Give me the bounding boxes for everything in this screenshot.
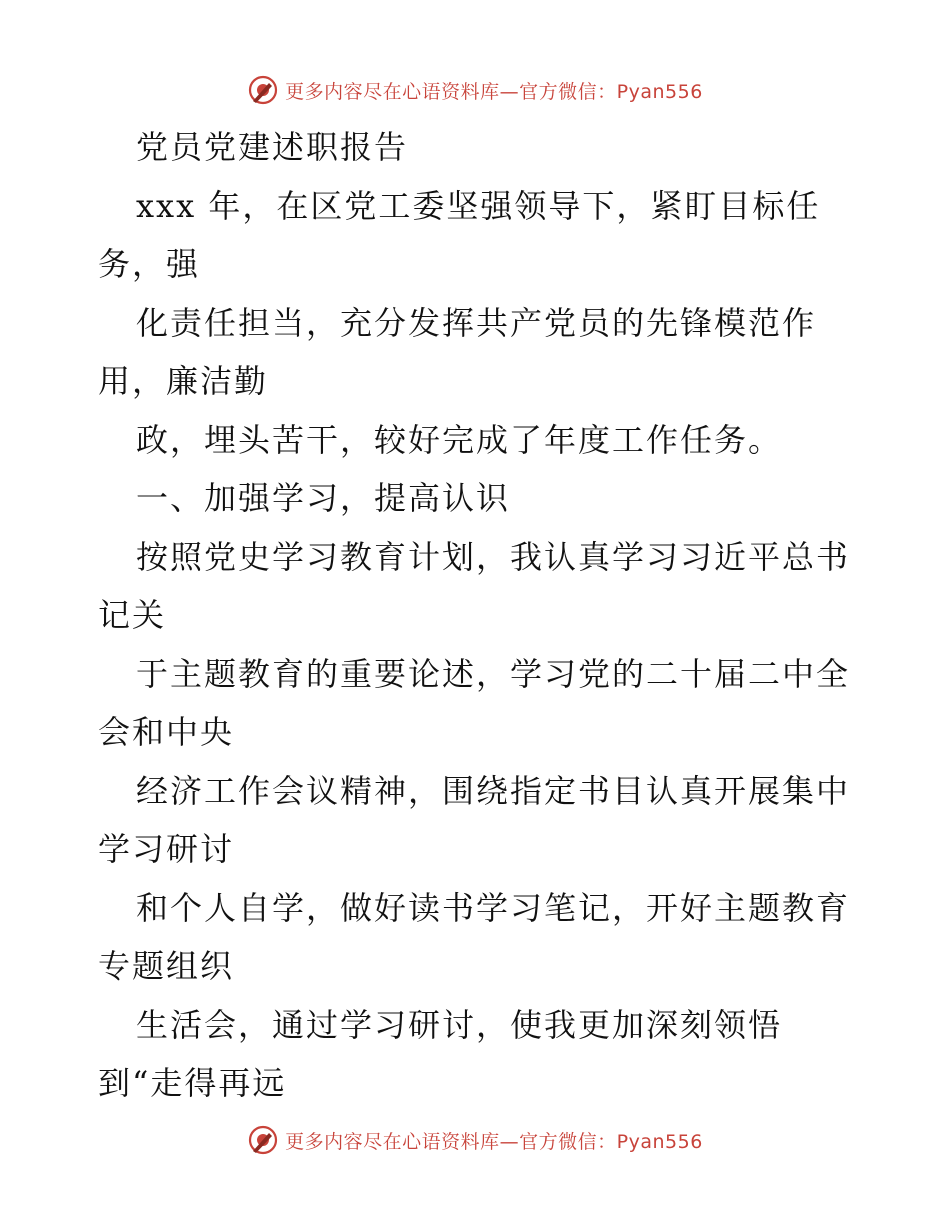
paragraph-line: 政，埋头苦干，较好完成了年度工作任务。 xyxy=(136,420,783,459)
paragraph-line: xxx 年，在区党工委坚强领导下，紧盯目标任 xyxy=(136,186,821,225)
paragraph-line: 于主题教育的重要论述，学习党的二十届二中全 xyxy=(136,654,851,693)
section-heading: 一、加强学习，提高认识 xyxy=(136,479,511,517)
document-body xyxy=(98,118,858,1113)
paragraph-line: 学习研讨 xyxy=(98,830,235,868)
paragraph-line: 务，强 xyxy=(98,245,201,283)
paragraph-line: 到“走得再远 xyxy=(98,1064,287,1102)
pen-nib-circle-icon xyxy=(247,1124,279,1156)
watermark-text: 更多内容尽在心语资料库—官方微信：Pyan556 xyxy=(285,80,703,103)
watermark-text: 更多内容尽在心语资料库—官方微信：Pyan556 xyxy=(285,1130,703,1153)
watermark-footer xyxy=(0,1120,950,1160)
paragraph-line: 按照党史学习教育计划，我认真学习习近平总书 xyxy=(136,537,851,576)
document-title: 党员党建述职报告 xyxy=(136,128,409,166)
paragraph-line: 生活会，通过学习研讨，使我更加深刻领悟 xyxy=(136,1005,783,1044)
pen-nib-circle-icon xyxy=(247,74,279,106)
paragraph-line: 用，廉洁勤 xyxy=(98,362,269,400)
paragraph-line: 记关 xyxy=(98,596,167,634)
paragraph-line: 和个人自学，做好读书学习笔记，开好主题教育 xyxy=(136,888,851,927)
paragraph-line: 化责任担当，充分发挥共产党员的先锋模范作 xyxy=(136,303,817,342)
paragraph-line: 会和中央 xyxy=(98,713,235,751)
paragraph-line: 专题组织 xyxy=(98,947,235,985)
watermark-header xyxy=(0,70,950,110)
paragraph-line: 经济工作会议精神，围绕指定书目认真开展集中 xyxy=(136,771,851,810)
